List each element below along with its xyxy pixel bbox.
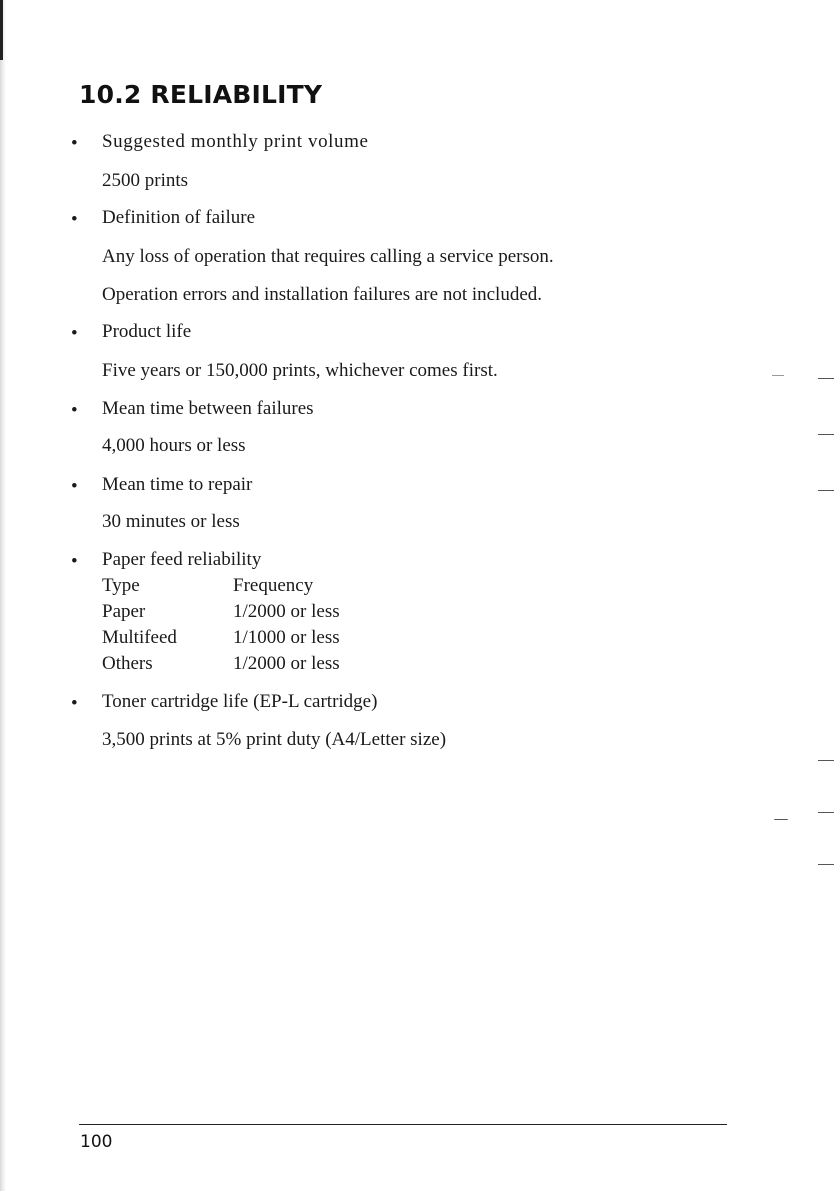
item-detail-failure-definition-2: Operation errors and installation failures are not included.: [102, 284, 543, 305]
table-header-frequency: Frequency: [233, 575, 314, 596]
scan-edge-mark: [0, 0, 3, 60]
bullet-icon: •: [71, 400, 78, 421]
scan-edge-mark: [818, 760, 834, 761]
scan-edge-mark: [818, 490, 834, 491]
item-detail-monthly-volume: 2500 prints: [102, 170, 189, 191]
scan-edge-mark: [818, 812, 834, 813]
table-cell-type: Paper: [102, 601, 146, 622]
item-detail-toner-life: 3,500 prints at 5% print duty (A4/Letter size): [102, 729, 447, 750]
bullet-icon: •: [71, 209, 78, 230]
table-cell-frequency: 1/1000 or less: [233, 627, 340, 648]
item-detail-mttr: 30 minutes or less: [102, 511, 240, 532]
bullet-icon: •: [71, 323, 78, 344]
bullet-icon: •: [71, 551, 78, 572]
item-detail-mtbf: 4,000 hours or less: [102, 435, 246, 456]
bullet-icon: •: [71, 476, 78, 497]
item-label-failure-definition: Definition of failure: [102, 207, 256, 228]
scan-edge-mark: [774, 819, 788, 820]
scan-edge-shadow: [0, 0, 6, 1191]
table-cell-frequency: 1/2000 or less: [233, 653, 340, 674]
item-label-toner-life: Toner cartridge life (EP-L cartridge): [102, 691, 378, 712]
table-cell-type: Multifeed: [102, 627, 177, 648]
bullet-icon: •: [71, 693, 78, 714]
item-label-monthly-volume: Suggested monthly print volume: [102, 131, 369, 152]
item-label-paper-feed: Paper feed reliability: [102, 549, 262, 570]
item-label-product-life: Product life: [102, 321, 192, 342]
table-cell-frequency: 1/2000 or less: [233, 601, 340, 622]
table-header-type: Type: [102, 575, 140, 596]
scan-edge-mark: [818, 378, 834, 379]
footer-rule: [79, 1124, 727, 1125]
page-number: 100: [80, 1132, 113, 1152]
item-detail-failure-definition-1: Any loss of operation that requires calling a service person.: [102, 246, 554, 267]
item-label-mttr: Mean time to repair: [102, 474, 253, 495]
item-detail-product-life: Five years or 150,000 prints, whichever comes first.: [102, 360, 498, 381]
item-label-mtbf: Mean time between failures: [102, 398, 314, 419]
section-heading: 10.2 RELIABILITY: [79, 80, 323, 109]
scan-edge-mark: [818, 434, 834, 435]
scan-edge-mark: [772, 375, 784, 376]
scan-edge-mark: [818, 864, 834, 865]
bullet-icon: •: [71, 133, 78, 154]
table-cell-type: Others: [102, 653, 153, 674]
